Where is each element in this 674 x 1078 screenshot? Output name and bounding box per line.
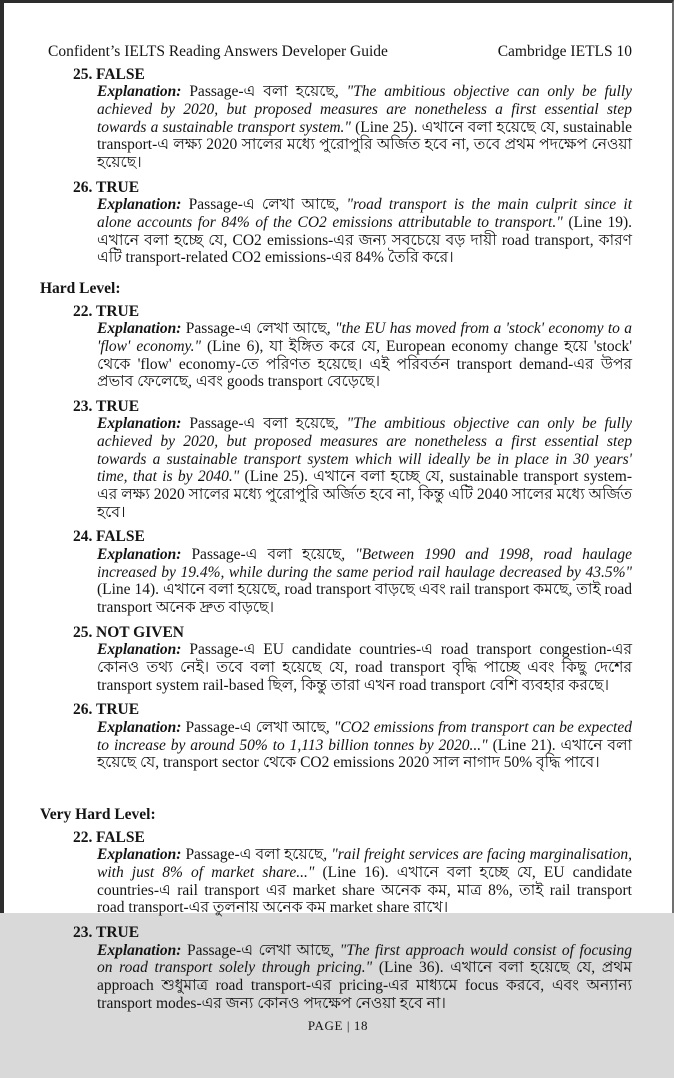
explanation-text: Passage-এ EU candidate countries-এ road transport congestion-এর কোনও তথ্য নেই। তবে বলা হয়েছে যে, road transport বৃদ্ধি পাচ্ছে এবং কিছু দেশের transport system rail-based ছিল, কিন্তু তারা এখন road transport বেশি ব্যবহার করছে।	[97, 641, 632, 694]
answer-value: FALSE	[96, 828, 145, 846]
explanation-text: Passage-এ বলা হয়েছে,	[189, 415, 339, 433]
passage-quote: "The ambitious objective can only be fully achieved by 2020, but proposed measures are nonetheless a first essential step towards a sustainable transport system which will ideally be in place in 30 years' time, that is by 2040."	[97, 415, 633, 486]
passage-quote: "rail freight services are facing marginalisation, with just 8% of market share..."	[97, 846, 633, 881]
answer-value: NOT GIVEN	[96, 623, 184, 641]
explanation-label: Explanation:	[97, 320, 182, 338]
answer-section-top	[40, 66, 632, 267]
answer-line	[73, 701, 632, 719]
explanation-label: Explanation:	[97, 546, 182, 564]
explanation-text: Passage-এ লেখা আছে,	[185, 320, 331, 338]
answer-number: 25.	[73, 65, 93, 83]
answer-item-26-true-hard	[73, 701, 632, 772]
section-heading-very-hard-level: Very Hard Level:	[40, 805, 156, 823]
answer-value: FALSE	[96, 65, 145, 83]
answer-item-22-false	[73, 829, 632, 917]
explanation-text: (Line 25). এখানে বলা হয়েছে যে, sustainable transport-এ লক্ষ্য 2020 সালের মধ্যে পুরোপুরি অর্জিত হবে না, তবে প্রথম পদক্ষেপ নেওয়া হয়েছে।	[97, 118, 632, 171]
explanation-text: Passage-এ বলা হয়েছে,	[185, 846, 328, 864]
explanation-paragraph	[97, 320, 632, 391]
answer-line	[73, 66, 632, 84]
explanation-label: Explanation:	[97, 415, 182, 433]
explanation-text: (Line 6), যা ইঙ্গিত করে যে, European economy change হয়ে 'stock' থেকে 'flow' economy-তে পরিণত হয়েছে। এই পরিবর্তন transport demand-এর উপর প্রভাব ফেলেছে, এবং goods transport বেড়েছে।	[97, 337, 632, 391]
answer-value: FALSE	[96, 528, 145, 546]
explanation-paragraph	[97, 196, 632, 267]
passage-quote: "The first approach would consist of focusing on road transport solely through pricing."	[97, 941, 633, 977]
answer-number: 23.	[73, 923, 93, 941]
explanation-text: Passage-এ লেখা আছে,	[188, 196, 340, 214]
passage-quote: "CO2 emissions from transport can be expected to increase by around 50% to 1,113 billion tonnes by 2020..."	[97, 718, 632, 754]
answer-line	[73, 303, 632, 321]
document-content	[4, 3, 672, 1019]
explanation-text: (Line 19). এখানে বলা হচ্ছে যে, CO2 emissions-এর জন্য সবচেয়ে বড় দায়ী road transport, কারণ এটি transport-related CO2 emissions-এর 84% তৈরি করে।	[97, 213, 633, 267]
answer-line	[73, 624, 632, 642]
explanation-text: (Line 21). এখানে বলা হয়েছে যে, transport sector থেকে CO2 emissions 2020 সাল নাগাদ 50% বৃদ্ধি পাবে।	[97, 736, 633, 772]
answer-number: 23.	[73, 397, 93, 415]
answer-item-23-true-very-hard	[73, 924, 632, 1012]
passage-quote: "The ambitious objective can only be fully achieved by 2020, but proposed measures are nonetheless a first essential step towards a sustainable transport system."	[97, 83, 633, 136]
answer-line	[73, 398, 632, 416]
answer-line	[73, 924, 632, 942]
explanation-paragraph	[97, 83, 632, 171]
explanation-label: Explanation:	[97, 846, 182, 864]
answer-item-23-true	[73, 398, 632, 522]
passage-quote: "Between 1990 and 1998, road haulage increased by 19.4%, while during the same period rail haulage decreased by 43.5%"	[97, 546, 633, 581]
section-heading-hard-level: Hard Level:	[40, 279, 121, 297]
passage-quote: "the EU has moved from a 'stock' economy to a 'flow' economy."	[97, 320, 633, 355]
page-footer	[4, 1019, 672, 1078]
page-header	[40, 43, 632, 61]
page-number-label: PAGE | 18	[307, 1018, 369, 1034]
answer-number: 22.	[73, 302, 93, 320]
explanation-paragraph	[97, 641, 632, 694]
explanation-paragraph	[97, 719, 632, 772]
answer-number: 26.	[73, 178, 93, 196]
explanation-text: (Line 14). এখানে বলা হয়েছে, road transport বাড়ছে এবং rail transport কমছে, তাই road transport অনেক দ্রুত বাড়ছে।	[97, 581, 632, 617]
answer-number: 25.	[73, 623, 93, 641]
answer-line	[73, 829, 632, 847]
answer-number: 22.	[73, 828, 93, 846]
answer-item-24-false	[73, 528, 632, 616]
answer-item-26-true	[73, 179, 632, 267]
explanation-label: Explanation:	[97, 196, 182, 214]
answer-line	[73, 528, 632, 546]
explanation-text: Passage-এ লেখা আছে,	[186, 941, 335, 959]
answer-number: 26.	[73, 701, 93, 719]
answer-value: TRUE	[96, 302, 140, 320]
explanation-paragraph	[97, 546, 632, 617]
answer-value: TRUE	[96, 397, 140, 415]
explanation-text: Passage-এ বলা হয়েছে,	[191, 546, 346, 564]
explanation-text: Passage-এ বলা হয়েছে,	[189, 83, 339, 101]
explanation-label: Explanation:	[97, 718, 182, 736]
explanation-text: Passage-এ লেখা আছে,	[185, 718, 330, 736]
answer-item-22-true	[73, 303, 632, 391]
answer-value: TRUE	[96, 178, 140, 196]
explanation-paragraph	[97, 846, 632, 917]
explanation-text: (Line 16). এখানে বলা হচ্ছে যে, EU candidate countries-এ rail transport এর market share অনেক কম, মাত্র 8%, তাই rail transport road transport-এর তুলনায় অনেক কম market share রাখে।	[97, 863, 633, 917]
answer-number: 24.	[73, 528, 93, 546]
answer-value: TRUE	[96, 923, 140, 941]
answer-section-hard	[40, 280, 632, 772]
explanation-paragraph	[97, 415, 632, 521]
explanation-text: (Line 25). এখানে বলা হচ্ছে যে, sustainable transport system-এর লক্ষ্য 2020 সালের মধ্যে পুরোপুরি অর্জিত হবে না, কিন্তু এটি 2040 সালের মধ্যে অর্জিত হবে।	[97, 468, 633, 521]
explanation-paragraph	[97, 942, 632, 1013]
passage-quote: "road transport is the main culprit since it alone accounts for 84% of the CO2 emissions attributable to transport."	[97, 196, 633, 231]
header-title-right: Cambridge IETLS 10	[497, 43, 632, 60]
answer-line	[73, 179, 632, 197]
explanation-text: (Line 36). এখানে বলা হয়েছে যে, প্রথম approach শুধুমাত্র road transport-এর pricing-এর মাধ্যমে focus করবে, এবং অন্যান্য transport modes-এর জন্য কোনও পদক্ষেপ নেওয়া হবে না।	[97, 959, 633, 1012]
explanation-label: Explanation:	[97, 641, 182, 659]
header-title-left: Confident’s IELTS Reading Answers Developer Guide	[48, 43, 388, 60]
answer-item-25-false	[73, 66, 632, 172]
answer-value: TRUE	[96, 701, 140, 719]
answer-section-very-hard	[40, 806, 632, 1012]
explanation-label: Explanation:	[97, 941, 182, 959]
answer-item-25-not-given	[73, 624, 632, 695]
explanation-label: Explanation:	[97, 83, 182, 101]
